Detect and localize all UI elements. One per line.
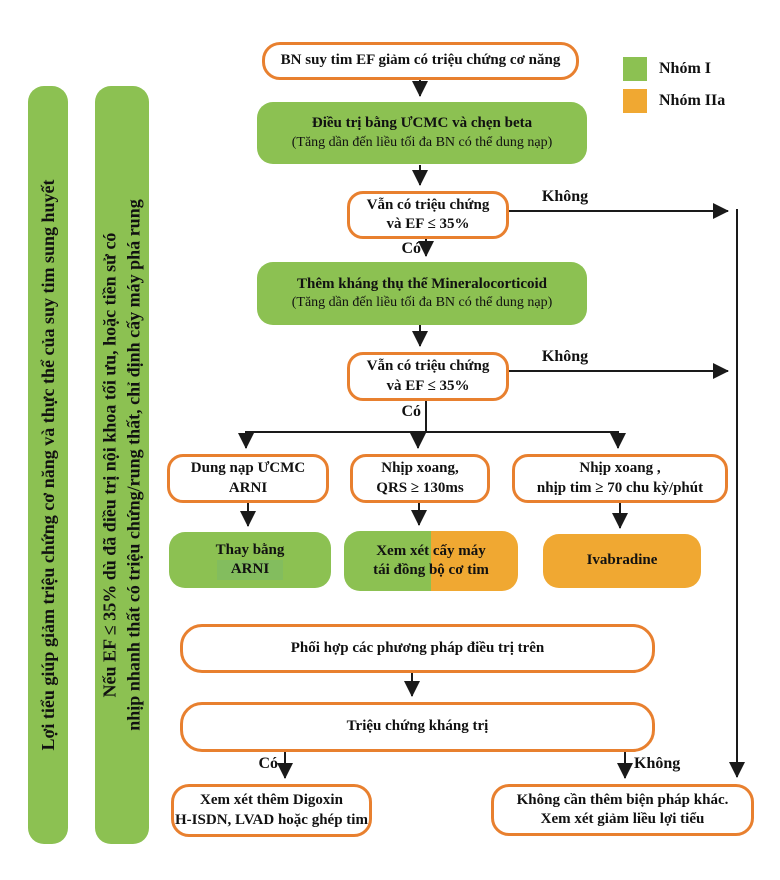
node-decision-arni [167,454,329,503]
node-decision-qrs [350,454,490,503]
node-result-arni-line2: ARNI [217,560,283,580]
node-decision-ef1-line2: và EF ≤ 35% [386,216,470,232]
edge-label-wide2-yes: Có [258,755,278,772]
node-decision-qrs-line2: QRS ≥ 130ms [376,479,464,496]
node-decision-heart-rate-line1: Nhịp xoang , [579,460,661,476]
node-decision-heart-rate [512,454,728,503]
node-result-arni-line1: Thay bằng [215,541,285,558]
node-treat-mra [257,262,587,325]
node-result-ivabradine [543,534,701,588]
node-treat-acei-bb-line2: (Tăng dần đến liều tối đa BN có thể dung nạp) [291,134,553,150]
node-start [262,42,579,80]
edge-label-wide2-no: Không [634,755,681,772]
node-decision-qrs-line1: Nhịp xoang, [381,460,459,476]
node-decision-ef2-line1: Vẫn có triệu chứng [366,358,490,374]
node-decision-ef2 [347,352,509,401]
node-decision-ef2-line2: và EF ≤ 35% [386,377,470,394]
node-final-digoxin-line1: Xem xét thêm Digoxin [200,792,343,808]
node-result-crt-line2: tái đồng bộ cơ tim [373,562,489,578]
node-refractory-symptoms-text: Triệu chứng kháng trị [346,718,489,735]
node-result-arni [169,532,331,588]
node-start-text: BN suy tim EF giảm có triệu chứng cơ năng [280,52,561,69]
sidebar-note-icd-line2: nhịp nhanh thất có triệu chứng/rung thất, chỉ định cấy máy phá rung [124,199,144,731]
edge-label-dec2-no: Không [541,348,589,365]
node-result-crt-line1: Xem xét cấy máy [376,542,486,559]
edge-dec2-split [246,401,618,432]
legend-group1-label: Nhóm I [659,60,712,77]
node-decision-ef1 [347,191,509,239]
edge-label-dec1-no: Không [541,188,589,205]
node-treat-acei-bb-line1: Điều trị bằng ƯCMC và chẹn beta [311,115,533,132]
node-combine-treatments [180,624,655,673]
node-treat-mra-line2: (Tăng dần đến liều tối đa BN có thể dung nạp) [291,295,553,311]
node-result-crt [344,531,518,591]
edge-label-dec2-yes: Có [401,403,421,420]
node-decision-arni-line2: ARNI [228,479,268,496]
sidebar-note-icd-line1: Nếu EF ≤ 35% dù đã điều trị nội khoa tối ưu, hoặc tiền sử có [99,232,120,698]
node-final-no-further-line1: Không cần thêm biện pháp khác. [516,791,729,808]
node-result-ivabradine-text: Ivabradine [586,552,658,569]
node-refractory-symptoms [180,702,655,752]
node-final-no-further-line2: Xem xét giảm liều lợi tiểu [540,811,705,827]
node-decision-arni-line1: Dung nạp ƯCMC [190,460,306,476]
node-final-digoxin [171,784,372,837]
node-decision-heart-rate-line2: nhịp tim ≥ 70 chu kỳ/phút [536,479,704,496]
node-combine-treatments-text: Phối hợp các phương pháp điều trị trên [290,639,545,656]
node-decision-ef1-line1: Vẫn có triệu chứng [366,196,490,213]
node-final-no-further [491,784,754,836]
node-treat-acei-bb [257,102,587,164]
node-treat-mra-line1: Thêm kháng thụ thể Mineralocorticoid [297,275,547,292]
edge-label-dec1-yes: Có [401,240,421,257]
legend-group2-label: Nhóm IIa [659,92,726,109]
sidebar-note-diuretic-text: Lợi tiểu giúp giảm triệu chứng cơ năng và thực thể của suy tim sung huyết [37,179,58,751]
node-final-digoxin-line2: H-ISDN, LVAD hoặc ghép tim [175,811,368,828]
